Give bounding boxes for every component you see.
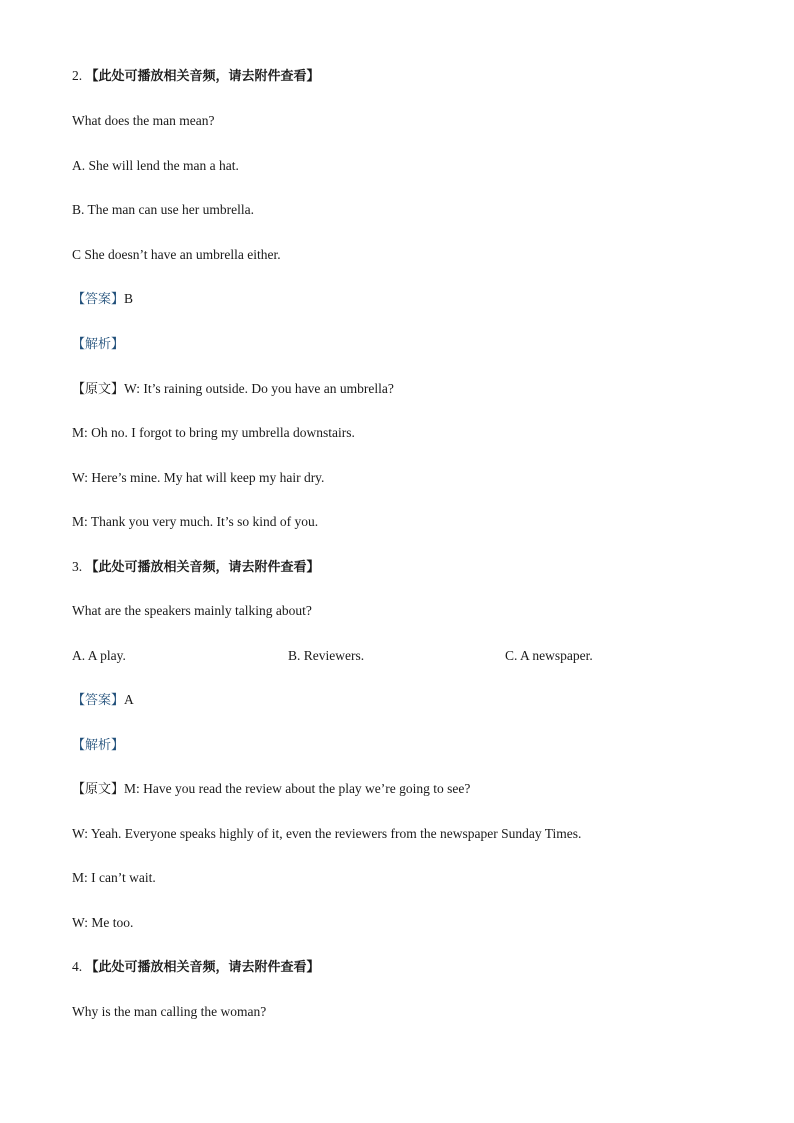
q2-original-tag: 【原文】 — [72, 382, 125, 397]
q2-option-a: A. She will lend the man a hat. — [72, 158, 239, 173]
q3-option-b: B. Reviewers. — [288, 648, 365, 663]
q2-transcript-line-1 — [72, 380, 394, 399]
q2-transcript-line-3: W: Here’s mine. My hat will keep my hair dry. — [72, 470, 325, 485]
q3-answer — [72, 691, 134, 710]
q2-transcript-text-1: W: It’s raining outside. Do you have an umbrella? — [124, 381, 394, 396]
q2-answer — [72, 290, 133, 309]
q2-audio-notice[interactable]: 【此处可播放相关音频，请去附件查看】 — [85, 69, 320, 84]
q2-transcript-line-2: M: Oh no. I forgot to bring my umbrella downstairs. — [72, 425, 355, 440]
q2-analysis — [72, 335, 124, 354]
q2-question: What does the man mean? — [72, 113, 215, 128]
q2-header — [72, 67, 320, 86]
q4-audio-notice[interactable]: 【此处可播放相关音频，请去附件查看】 — [85, 960, 320, 975]
q3-transcript-text-1: M: Have you read the review about the play we’re going to see? — [124, 781, 471, 796]
q3-answer-tag: 【答案】 — [72, 693, 125, 708]
q3-analysis-tag: 【解析】 — [72, 738, 125, 753]
q3-answer-value: A — [124, 692, 134, 707]
q3-number: 3. — [72, 559, 83, 574]
q3-transcript-line-3: M: I can’t wait. — [72, 870, 156, 885]
q4-question: Why is the man calling the woman? — [72, 1004, 267, 1019]
q2-option-b: B. The man can use her umbrella. — [72, 202, 254, 217]
q2-option-c: C She doesn’t have an umbrella either. — [72, 247, 281, 262]
q3-original-tag: 【原文】 — [72, 782, 125, 797]
q2-analysis-tag: 【解析】 — [72, 337, 125, 352]
q2-transcript-line-4: M: Thank you very much. It’s so kind of you. — [72, 514, 319, 529]
q2-answer-value: B — [124, 291, 134, 306]
q3-analysis — [72, 736, 124, 755]
q3-header — [72, 558, 320, 577]
q3-option-a: A. A play. — [72, 648, 126, 663]
q2-number: 2. — [72, 68, 83, 83]
q3-transcript-line-1 — [72, 780, 470, 799]
q4-header — [72, 958, 320, 977]
q3-option-c: C. A newspaper. — [505, 648, 593, 663]
q2-answer-tag: 【答案】 — [72, 292, 125, 307]
q3-transcript-line-2: W: Yeah. Everyone speaks highly of it, even the reviewers from the newspaper Sunday Times. — [72, 826, 582, 841]
q3-audio-notice[interactable]: 【此处可播放相关音频，请去附件查看】 — [85, 560, 320, 575]
q3-question: What are the speakers mainly talking about? — [72, 603, 312, 618]
q4-number: 4. — [72, 959, 83, 974]
q3-transcript-line-4: W: Me too. — [72, 915, 134, 930]
